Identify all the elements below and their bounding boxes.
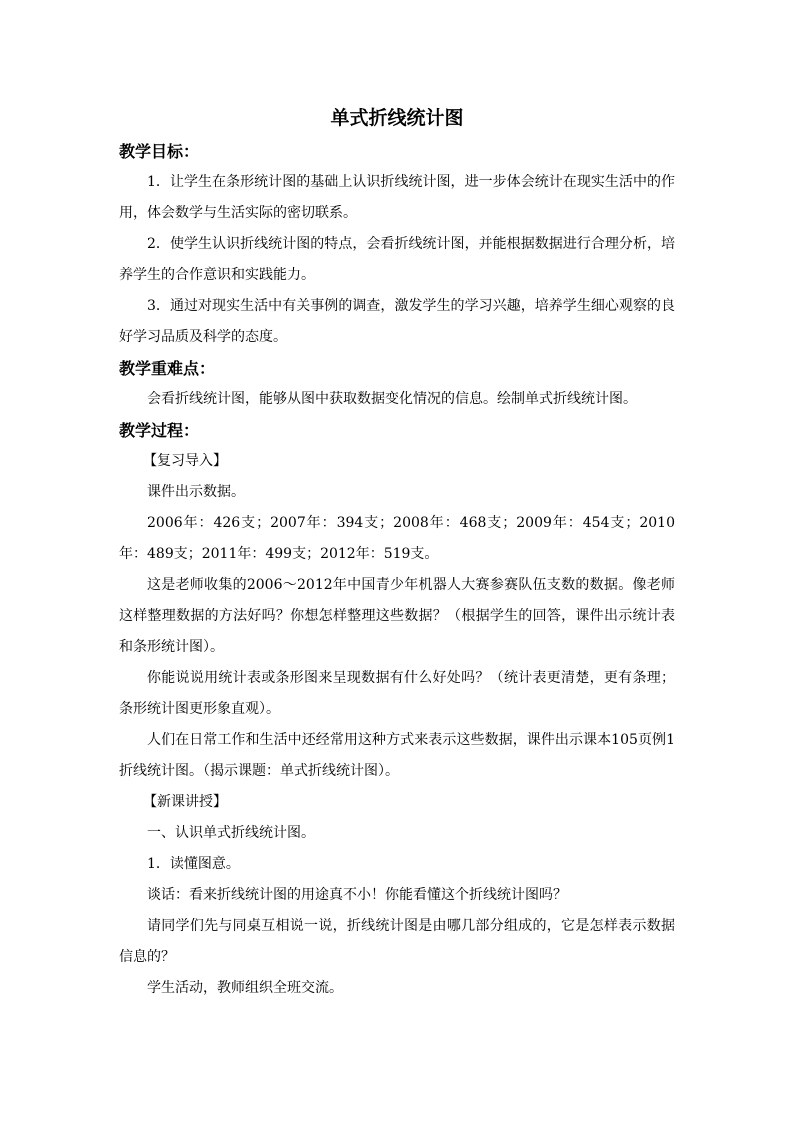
review-section-tag: 【复习导入】 — [143, 453, 227, 469]
new-lesson-paragraph: 请同学们先与同桌互相说一说，折线统计图是由哪几部分组成的，它是怎样表示数据信息的？ — [119, 918, 675, 965]
new-lesson-paragraph: 学生活动，教师组织全班交流。 — [147, 980, 343, 996]
review-paragraph: 你能说说用统计表或条形图来呈现数据有什么好处吗？（统计表更清楚，更有条理；条形统计图更形象直观）。 — [119, 670, 675, 717]
new-lesson-section-tag: 【新课讲授】 — [143, 794, 227, 810]
objectives-heading: 教学目标： — [119, 142, 200, 161]
document-title: 单式折线统计图 — [330, 107, 464, 129]
review-paragraph: 课件出示数据。 — [147, 484, 245, 500]
key-points-heading: 教学重难点： — [119, 359, 216, 378]
objective-item-2: 2．使学生认识折线统计图的特点，会看折线统计图，并能根据数据进行合理分析，培养学生的合作意识和实践能力。 — [119, 236, 675, 283]
key-points-text: 会看折线统计图，能够从图中获取数据变化情况的信息。绘制单式折线统计图。 — [147, 391, 637, 407]
new-lesson-paragraph: 一、认识单式折线统计图。 — [147, 825, 315, 841]
objective-item-1: 1．让学生在条形统计图的基础上认识折线统计图，进一步体会统计在现实生活中的作用，体会数学与生活实际的密切联系。 — [119, 174, 675, 221]
review-paragraph: 这是老师收集的2006～2012年中国青少年机器人大赛参赛队伍支数的数据。像老师这样整理数据的方法好吗？你想怎样整理这些数据？（根据学生的回答，课件出示统计表和条形统计图）。 — [119, 577, 675, 655]
process-heading: 教学过程： — [119, 421, 200, 440]
new-lesson-paragraph: 1．读懂图意。 — [147, 856, 240, 872]
review-paragraph: 2006年：426支；2007年：394支；2008年：468支；2009年：454支；2010年：489支；2011年：499支；2012年：519支。 — [119, 515, 675, 562]
new-lesson-paragraph: 谈话：看来折线统计图的用途真不小！你能看懂这个折线统计图吗？ — [147, 887, 567, 903]
document-page — [119, 100, 675, 1004]
review-paragraph: 人们在日常工作和生活中还经常用这种方式来表示这些数据，课件出示课本105页例1折线统计图。（揭示课题：单式折线统计图）。 — [119, 732, 675, 779]
objective-item-3: 3．通过对现实生活中有关事例的调查，激发学生的学习兴趣，培养学生细心观察的良好学习品质及科学的态度。 — [119, 298, 675, 345]
